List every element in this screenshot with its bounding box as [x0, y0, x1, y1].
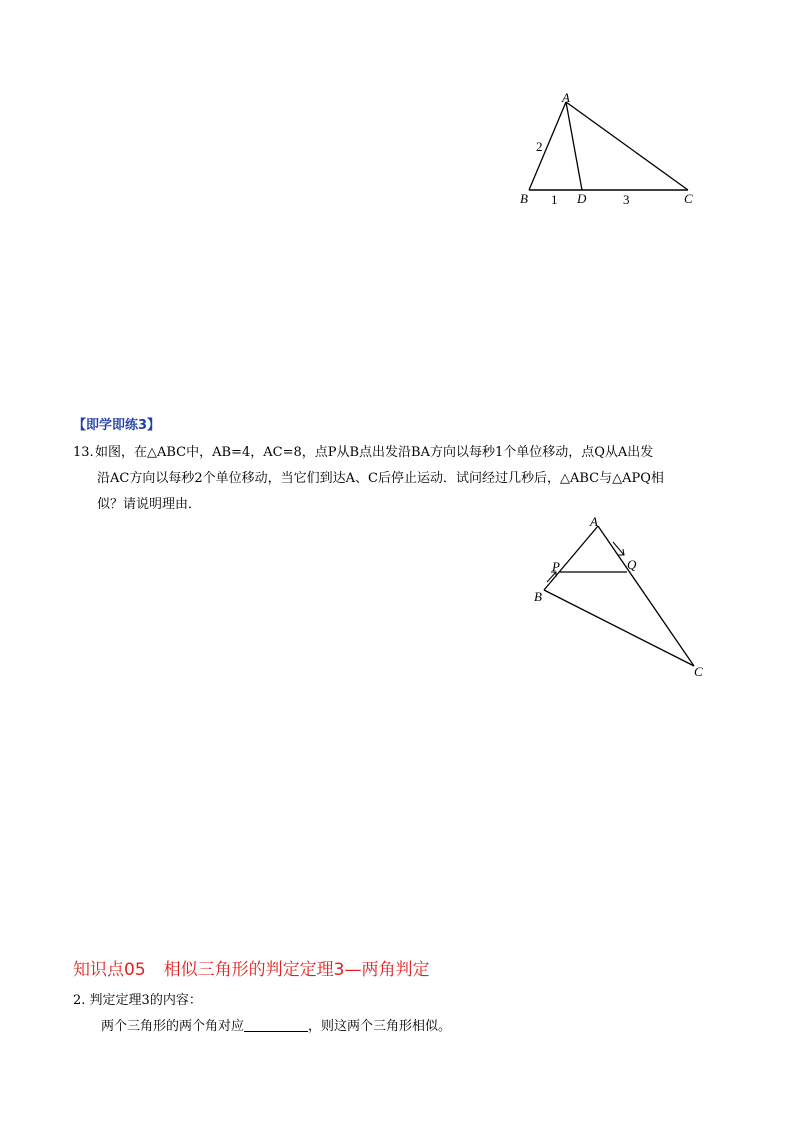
label-b: B — [520, 191, 528, 206]
figure-triangle-apq-svg — [530, 512, 720, 687]
answer-blank[interactable] — [244, 1017, 308, 1032]
problem-13 — [73, 440, 733, 518]
segment-ad — [566, 102, 582, 190]
knowledge-point-label: 知识点05 — [73, 960, 146, 980]
segment-ac — [566, 102, 688, 190]
knowledge-point-title: 相似三角形的判定定理3—两角判定 — [163, 960, 430, 980]
figure-triangle-abd-svg — [510, 90, 720, 215]
segment-ab — [529, 102, 566, 190]
label-c: C — [694, 664, 703, 679]
theorem-text-after: ，则这两个三角形相似。 — [308, 1019, 452, 1034]
theorem-item — [73, 988, 451, 1040]
problem-text-1: 如图，在△ABC中，AB=4，AC=8，点P从B点出发沿BA方向以每秒1个单位移动，点Q从A出发 — [95, 445, 654, 460]
segment-ac — [598, 526, 694, 666]
figure-triangle-apq — [530, 512, 720, 687]
exercise-tag: 【即学即练3】 — [73, 418, 161, 433]
segment-ab — [544, 526, 598, 590]
label-d: D — [577, 191, 587, 206]
theorem-number: 2. — [73, 993, 86, 1008]
figure-triangle-abd — [510, 90, 720, 215]
label-a: A — [562, 90, 570, 105]
theorem-text-before: 两个三角形的两个角对应 — [101, 1019, 245, 1034]
problem-line-3: 似？请说明理由． — [97, 497, 202, 512]
knowledge-point-heading — [73, 955, 429, 980]
problem-line-1 — [73, 440, 733, 466]
length-bd: 1 — [551, 192, 558, 207]
theorem-heading-line — [73, 988, 451, 1014]
length-ab: 2 — [536, 139, 543, 154]
label-q: Q — [627, 557, 637, 572]
label-p: P — [552, 559, 560, 574]
length-dc: 3 — [623, 192, 630, 207]
label-b: B — [534, 589, 542, 604]
label-a: A — [590, 514, 598, 529]
problem-line-2: 沿AC方向以每秒2个单位移动，当它们到达A、C后停止运动．试问经过几秒后，△ABC与△APQ相 — [97, 471, 664, 486]
label-c: C — [684, 191, 693, 206]
arrow-q-shaft — [613, 542, 624, 555]
theorem-heading: 判定定理3的内容： — [89, 993, 202, 1008]
problem-number: 13. — [73, 445, 94, 460]
segment-bc — [544, 590, 694, 666]
theorem-content-line — [73, 1014, 451, 1040]
